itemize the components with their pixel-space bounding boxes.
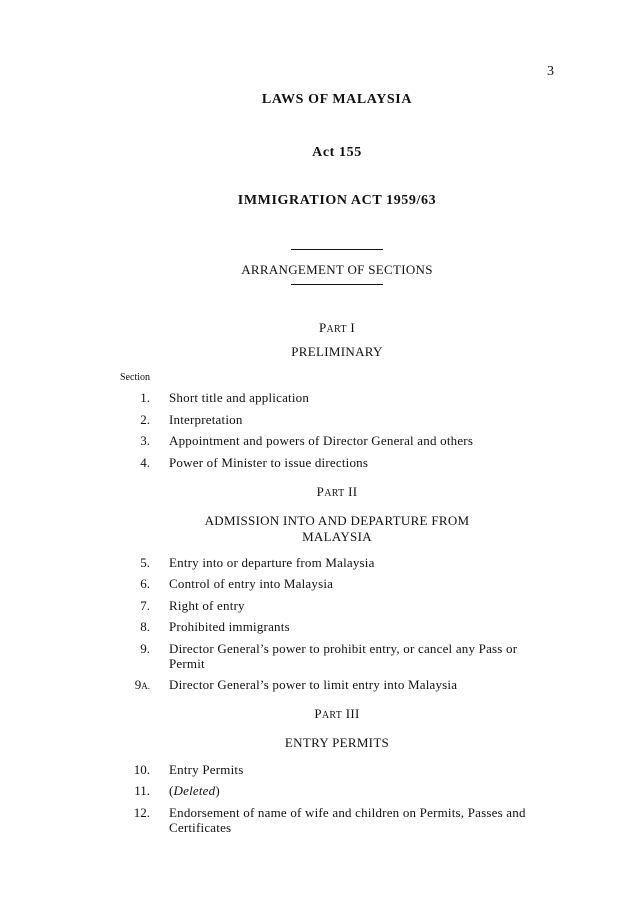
section-title: Prohibited immigrants xyxy=(169,619,290,634)
part-label-2 xyxy=(120,484,554,500)
section-title xyxy=(169,783,554,799)
section-title: Entry into or departure from Malaysia xyxy=(169,555,375,570)
section-title: Entry Permits xyxy=(169,762,244,777)
part-heading-1: PRELIMINARY xyxy=(291,344,383,359)
law-title: LAWS OF MALAYSIA xyxy=(261,92,413,107)
section-number: 8. xyxy=(140,619,150,634)
section-number: 12. xyxy=(133,805,150,820)
section-title: Control of entry into Malaysia xyxy=(169,576,334,591)
part-heading-3: ENTRY PERMITS xyxy=(284,735,390,750)
paren-close: ) xyxy=(215,783,220,798)
section-column-label: Section xyxy=(120,372,150,383)
section-title-continued: Certificates xyxy=(169,820,232,835)
section-number: 7. xyxy=(140,598,150,613)
section-number: 9. xyxy=(140,641,150,656)
part-heading-2-line1: ADMISSION INTO AND DEPARTURE FROM xyxy=(204,513,470,528)
section-number xyxy=(120,677,150,694)
part-word-initial: P xyxy=(314,706,322,721)
act-number: Act 155 xyxy=(312,145,362,160)
section-title: Right of entry xyxy=(169,598,245,613)
section-number: 11. xyxy=(134,783,150,798)
section-title-continued: Permit xyxy=(169,656,205,671)
section-title: Director General’s power to limit entry into Malaysia xyxy=(169,677,458,692)
part-word-rest: ART xyxy=(326,324,347,335)
paren-open: ( xyxy=(169,783,174,798)
part-label-3 xyxy=(120,706,554,722)
divider-rule-top xyxy=(291,249,383,250)
section-number: 2. xyxy=(140,412,150,427)
section-title: Short title and application xyxy=(169,390,310,405)
part-heading-2-line2: MALAYSIA xyxy=(302,529,372,544)
section-title: Appointment and powers of Director General and others xyxy=(169,433,474,448)
part-numeral: I xyxy=(350,320,356,335)
part-word-initial: P xyxy=(316,484,325,499)
part-word-rest: ART xyxy=(324,488,345,499)
section-title: Power of Minister to issue directions xyxy=(169,455,369,470)
part-numeral: III xyxy=(345,706,360,721)
part-label-1 xyxy=(120,320,554,336)
section-number: 5. xyxy=(140,555,150,570)
part-word-rest: ART xyxy=(321,710,343,721)
section-number: 6. xyxy=(140,576,150,591)
section-title: Endorsement of name of wife and children on Permits, Passes and xyxy=(169,805,526,820)
divider-rule-bottom xyxy=(291,284,383,285)
section-number-suffix: A. xyxy=(141,681,150,691)
section-number-main: 9 xyxy=(134,677,142,692)
act-title: IMMIGRATION ACT 1959/63 xyxy=(237,193,437,208)
section-title: Interpretation xyxy=(169,412,243,427)
deleted-marker: Deleted xyxy=(173,783,216,798)
section-number: 4. xyxy=(140,455,150,470)
part-numeral: II xyxy=(348,484,358,499)
section-number: 3. xyxy=(140,433,150,448)
section-title: Director General’s power to prohibit entry, or cancel any Pass or xyxy=(169,641,518,656)
arrangement-heading: ARRANGEMENT OF SECTIONS xyxy=(241,262,433,277)
section-number: 10. xyxy=(133,762,150,777)
part-word-initial: P xyxy=(318,320,327,335)
section-number: 1. xyxy=(140,390,150,405)
page-number: 3 xyxy=(547,64,554,79)
